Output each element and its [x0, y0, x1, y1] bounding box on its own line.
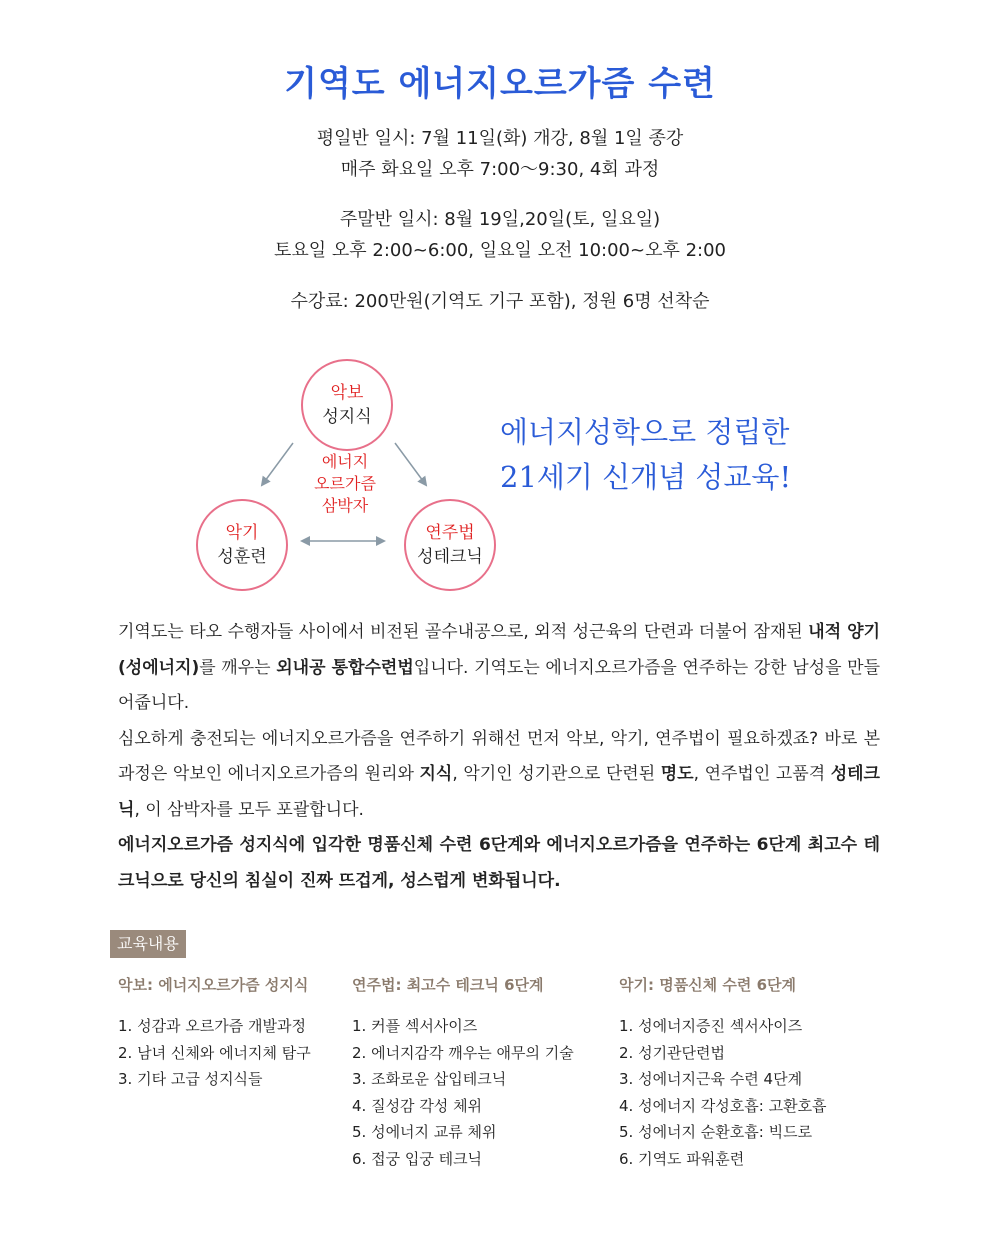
list-item: 4. 질성감 각성 체위 [352, 1096, 483, 1115]
center-line-3: 삼박자 [321, 496, 369, 515]
circle-technique [404, 499, 496, 591]
list-item: 1. 성에너지증진 섹서사이즈 [619, 1017, 803, 1035]
p2-bold-knowledge: 지식 [419, 764, 453, 784]
list-item: 2. 남녀 신체와 에너지체 탐구 [118, 1043, 311, 1062]
circle-score-label: 악보 [330, 383, 364, 403]
column-heading: 연주법: 최고수 테크닉 6단계 [352, 976, 544, 994]
slogan-line-1: 에너지성학으로 정립한 [500, 415, 790, 449]
list-item: 5. 성에너지 교류 체위 [352, 1123, 497, 1141]
weekday-times: 매주 화요일 오후 7:00～9:30, 4회 과정 [340, 159, 660, 180]
list-item: 5. 성에너지 순환호흡: 빅드로 [619, 1123, 813, 1141]
circle-instrument [196, 499, 288, 591]
circle-score-sub: 성지식 [322, 407, 372, 427]
weekend-dates: 주말반 일시: 8월 19일,20일(토, 일요일) [339, 209, 661, 230]
list-item: 3. 성에너지근육 수련 4단계 [619, 1070, 803, 1088]
diagram-center-label [300, 451, 390, 517]
paragraph-3 [118, 828, 880, 899]
p2-bold-technique: 성테크닉 [118, 764, 880, 820]
education-tag: 교육내용 [110, 930, 186, 958]
p2-seg: , 연주법인 고품격 [693, 764, 831, 784]
weekend-times: 토요일 오후 2:00~6:00, 일요일 오전 10:00~오후 2:00 [273, 240, 726, 261]
column-heading: 악기: 명품신체 수련 6단계 [619, 976, 797, 994]
p1-bold-inner-yang: 내적 양기(성에너지) [118, 622, 880, 678]
paragraph-2 [118, 722, 880, 829]
center-line-2: 오르가즘 [314, 474, 376, 493]
p2-bold-myeongdo: 명도 [660, 764, 694, 784]
body-text [118, 615, 880, 899]
list-item: 1. 커플 섹서사이즈 [352, 1017, 478, 1035]
p1-seg: 입니다. 기역도는 에너지오르가즘을 연주하는 강한 남성을 만들어줍니다. [118, 657, 881, 713]
column-list [352, 1013, 574, 1172]
p2-seg: , 이 삼박자를 모두 포괄합니다. [134, 799, 364, 820]
arrow-top-to-right [395, 443, 426, 485]
center-line-1: 에너지 [321, 452, 369, 471]
weekday-schedule [0, 123, 1000, 185]
list-item: 1. 성감과 오르가즘 개발과정 [118, 1017, 307, 1035]
three-beat-diagram [190, 355, 510, 595]
list-item: 3. 조화로운 삽입테크닉 [352, 1070, 507, 1088]
weekday-dates: 평일반 일시: 7월 11일(화) 개강, 8월 1일 종강 [316, 128, 684, 149]
circle-instrument-label: 악기 [225, 523, 259, 543]
fee-info: 수강료: 200만원(기역도 기구 포함), 정원 6명 선착순 [290, 291, 710, 312]
circle-technique-sub: 성테크닉 [417, 547, 483, 567]
column-list [118, 1013, 311, 1093]
circle-instrument-sub: 성훈련 [217, 547, 267, 567]
slogan-line-2: 21세기 신개념 성교육! [500, 460, 792, 494]
p1-seg: 기역도는 타오 수행자들 사이에서 비전된 골수내공으로, 외적 성근육의 단련과 더불어 잠재된 [118, 622, 809, 642]
circle-technique-label: 연주법 [425, 523, 475, 543]
slogan [500, 410, 860, 500]
list-item: 3. 기타 고급 성지식들 [118, 1070, 263, 1088]
list-item: 4. 성에너지 각성호흡: 고환호흡 [619, 1096, 827, 1115]
list-item: 6. 기역도 파워훈련 [619, 1149, 745, 1168]
p2-seg: 심오하게 충전되는 에너지오르가즘을 연주하기 위해선 먼저 악보, 악기, 연주법이 필요하겠죠? 바로 본과정은 악보인 에너지오르가즘의 원리와 [118, 728, 880, 784]
arrow-top-to-left [262, 443, 293, 485]
p2-seg: , 악기인 성기관으로 단련된 [452, 764, 661, 784]
weekend-schedule [0, 204, 1000, 266]
education-column-technique [352, 975, 574, 1172]
page-title: 기역도 에너지오르가즘 수련 [284, 64, 716, 104]
column-heading: 악보: 에너지오르가즘 성지식 [118, 976, 309, 994]
list-item: 2. 성기관단련법 [619, 1043, 726, 1062]
p1-bold-method: 외내공 통합수련법 [276, 657, 414, 678]
circle-score [301, 359, 393, 451]
p3-bold: 에너지오르가즘 성지식에 입각한 명품신체 수련 6단계와 에너지오르가즘을 연주하는 6단계 최고수 테크닉으로 당신의 침실이 진짜 뜨겁게, 성스럽게 변화됩니다. [118, 835, 880, 891]
column-list [619, 1013, 827, 1172]
p1-seg: 를 깨우는 [199, 657, 277, 678]
paragraph-1 [118, 615, 880, 722]
education-column-score [118, 975, 311, 1093]
list-item: 6. 접궁 입궁 테크닉 [352, 1149, 483, 1168]
list-item: 2. 에너지감각 깨우는 애무의 기술 [352, 1043, 574, 1062]
education-column-instrument [619, 975, 827, 1172]
